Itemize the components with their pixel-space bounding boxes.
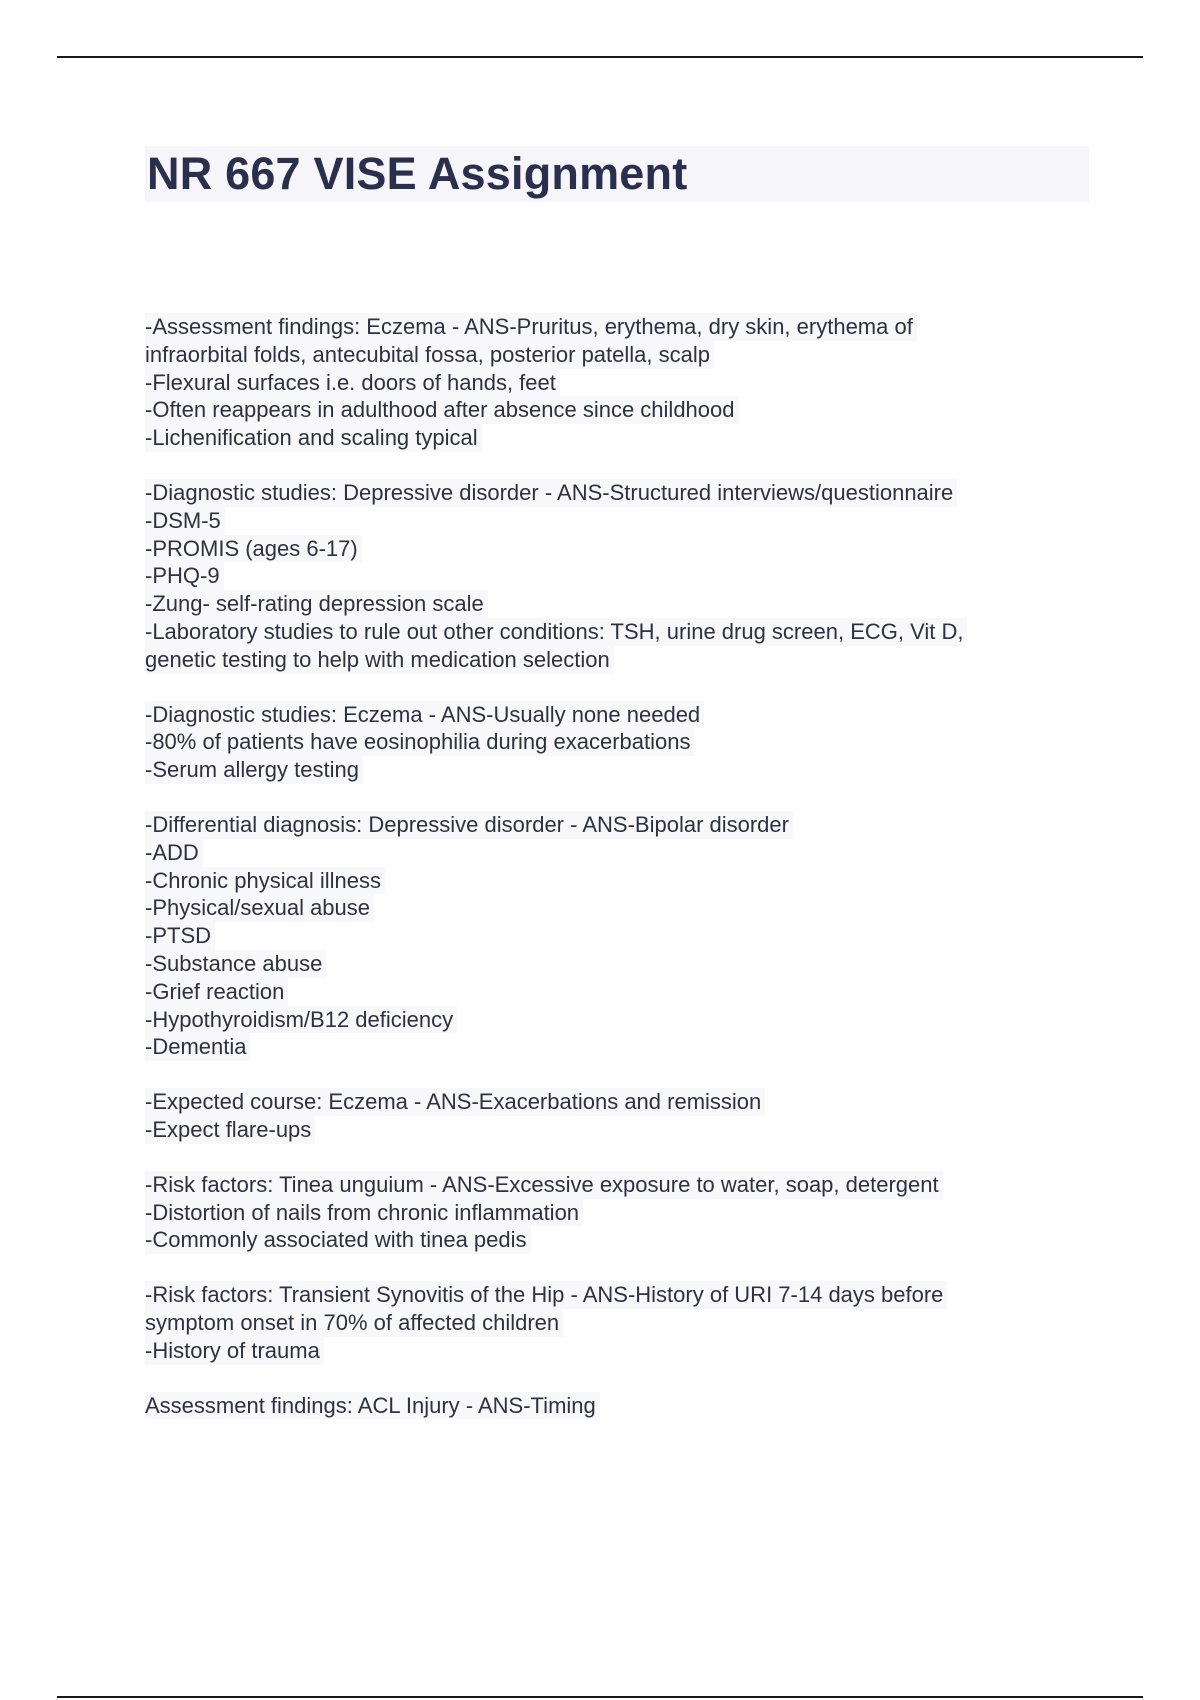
text-block bbox=[145, 811, 1085, 1061]
document-body bbox=[145, 313, 1085, 1446]
text-line: -Risk factors: Tinea unguium - ANS-Excessive exposure to water, soap, detergent bbox=[145, 1171, 943, 1199]
text-line: -80% of patients have eosinophilia during exacerbations bbox=[145, 728, 694, 756]
text-line: -Chronic physical illness bbox=[145, 867, 385, 895]
document-title: NR 667 VISE Assignment bbox=[147, 148, 688, 199]
text-block bbox=[145, 1392, 1085, 1420]
text-line: -Dementia bbox=[145, 1033, 250, 1061]
text-line: -Risk factors: Transient Synovitis of the Hip - ANS-History of URI 7-14 days before bbox=[145, 1281, 947, 1309]
text-line: -Expected course: Eczema - ANS-Exacerbations and remission bbox=[145, 1088, 765, 1116]
text-line: genetic testing to help with medication selection bbox=[145, 646, 614, 674]
bottom-divider bbox=[57, 1696, 1143, 1698]
text-block bbox=[145, 313, 1085, 452]
top-divider bbox=[57, 56, 1143, 58]
text-line: -Laboratory studies to rule out other conditions: TSH, urine drug screen, ECG, Vit D, bbox=[145, 618, 967, 646]
text-line: -Diagnostic studies: Depressive disorder - ANS-Structured interviews/questionnaire bbox=[145, 479, 957, 507]
text-line: -Substance abuse bbox=[145, 950, 326, 978]
text-block bbox=[145, 701, 1085, 784]
text-line: -Often reappears in adulthood after absence since childhood bbox=[145, 396, 739, 424]
text-block bbox=[145, 479, 1085, 674]
text-line: -Lichenification and scaling typical bbox=[145, 424, 482, 452]
text-line: -Zung- self-rating depression scale bbox=[145, 590, 488, 618]
text-line: -Diagnostic studies: Eczema - ANS-Usually none needed bbox=[145, 701, 704, 729]
text-line: -Physical/sexual abuse bbox=[145, 894, 374, 922]
text-line: -Commonly associated with tinea pedis bbox=[145, 1226, 531, 1254]
text-line: -PTSD bbox=[145, 922, 215, 950]
text-line: -Distortion of nails from chronic inflammation bbox=[145, 1199, 583, 1227]
text-line: -History of trauma bbox=[145, 1337, 324, 1365]
text-block bbox=[145, 1088, 1085, 1144]
text-line: -PHQ-9 bbox=[145, 562, 224, 590]
text-block bbox=[145, 1171, 1085, 1254]
text-line: -Flexural surfaces i.e. doors of hands, feet bbox=[145, 369, 560, 397]
text-line: -Differential diagnosis: Depressive disorder - ANS-Bipolar disorder bbox=[145, 811, 793, 839]
text-line: -Serum allergy testing bbox=[145, 756, 363, 784]
text-block bbox=[145, 1281, 1085, 1364]
text-line: -Grief reaction bbox=[145, 978, 288, 1006]
text-line: -Hypothyroidism/B12 deficiency bbox=[145, 1006, 457, 1034]
text-line: Assessment findings: ACL Injury - ANS-Timing bbox=[145, 1392, 600, 1420]
text-line: -PROMIS (ages 6-17) bbox=[145, 535, 362, 563]
text-line: -Expect flare-ups bbox=[145, 1116, 315, 1144]
text-line: -DSM-5 bbox=[145, 507, 225, 535]
text-line: infraorbital folds, antecubital fossa, posterior patella, scalp bbox=[145, 341, 714, 369]
text-line: -Assessment findings: Eczema - ANS-Pruritus, erythema, dry skin, erythema of bbox=[145, 313, 917, 341]
text-line: -ADD bbox=[145, 839, 203, 867]
text-line: symptom onset in 70% of affected children bbox=[145, 1309, 563, 1337]
